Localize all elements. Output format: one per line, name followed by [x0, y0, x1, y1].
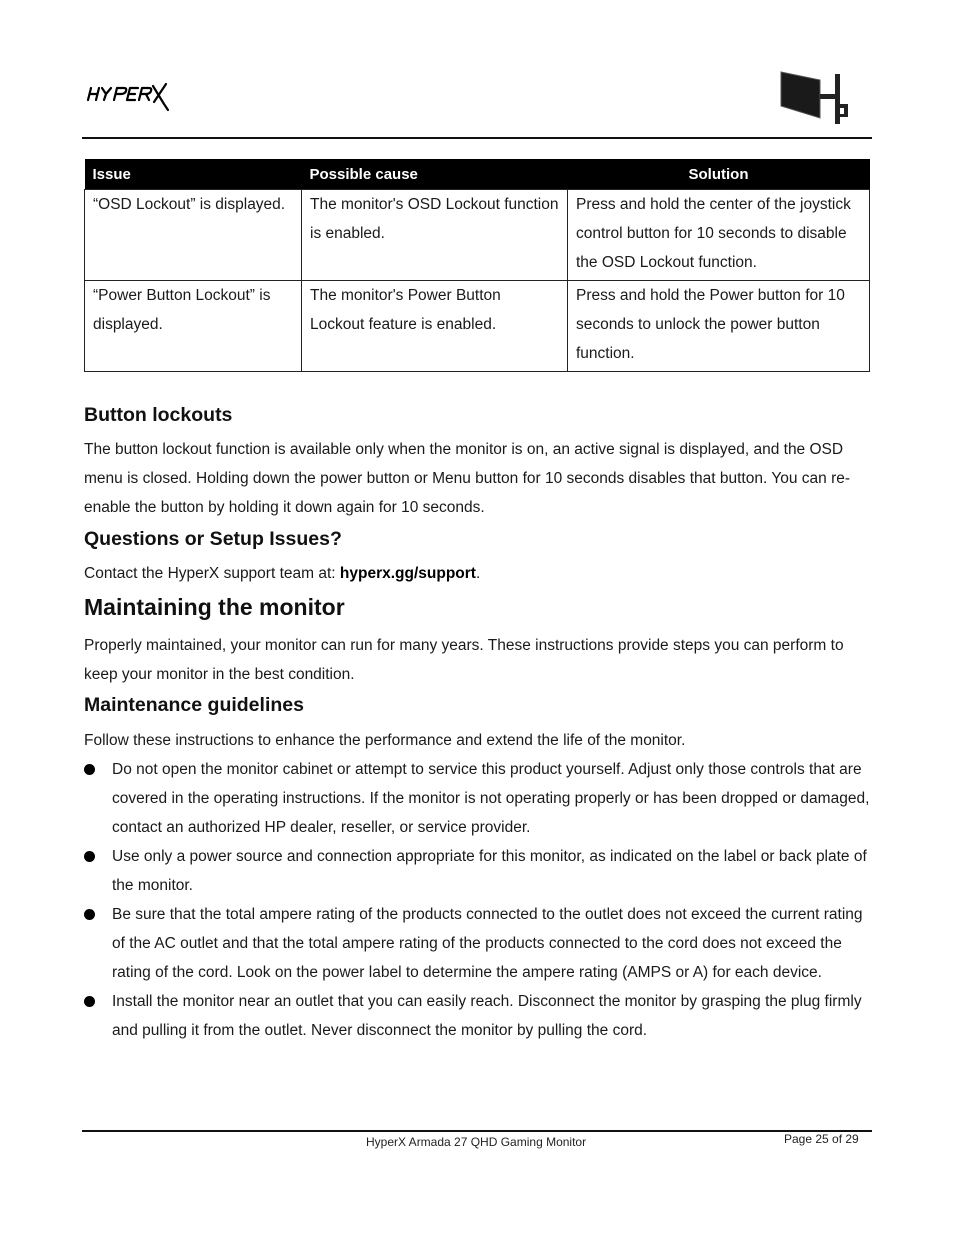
guidelines-list: [84, 755, 874, 1045]
table-cell: The monitor's Power Button Lockout feature is enabled.: [302, 281, 568, 372]
header-rule: [82, 137, 872, 139]
maintaining-paragraph: Properly maintained, your monitor can run for many years. These instructions provide steps you can perform to keep your monitor in the best condition.: [84, 637, 844, 683]
table-cell: “OSD Lockout” is displayed.: [85, 190, 302, 281]
list-item: [84, 755, 874, 842]
button-lockouts-paragraph: The button lockout function is available only when the monitor is on, an active signal is displayed, and the OSD menu is closed. Holding down the power button or Menu button for 10 seconds disables that button. You can re-enable the button by holding it down again for 10 seconds.: [84, 441, 851, 516]
column-header-solution: Solution: [568, 159, 870, 190]
footer-document-title: HyperX Armada 27 QHD Gaming Monitor: [366, 1135, 587, 1149]
table-cell: “Power Button Lockout” is displayed.: [85, 281, 302, 372]
column-header-cause: Possible cause: [302, 159, 568, 190]
footer-rule: [82, 1130, 872, 1132]
maintaining-heading: Maintaining the monitor: [84, 594, 345, 620]
support-link[interactable]: hyperx.gg/support: [339, 565, 476, 582]
table-cell: Press and hold the Power button for 10 seconds to unlock the power button function.: [568, 281, 870, 372]
list-item-text: Be sure that the total ampere rating of the products connected to the outlet does not exceed the current rating of the AC outlet and that the total ampere rating of the products connected to the cord does not exceed the rating of the cord. Look on the power label to determine the ampere rating (AMPS or A) for each device.: [112, 906, 863, 981]
table-header-row: [85, 159, 870, 190]
list-item-text: Install the monitor near an outlet that you can easily reach. Disconnect the monitor by grasping the plug firmly and pulling it from the outlet. Never disconnect the monitor by pulling the cord.: [112, 993, 862, 1039]
list-item: [84, 842, 874, 900]
column-header-issue: Issue: [85, 159, 302, 190]
support-contact-suffix: .: [475, 565, 481, 582]
list-item: [84, 987, 874, 1045]
guidelines-intro: Follow these instructions to enhance the performance and extend the life of the monitor.: [84, 732, 686, 749]
support-contact-paragraph: [84, 559, 874, 588]
questions-heading: Questions or Setup Issues?: [84, 528, 342, 550]
list-item-text: Do not open the monitor cabinet or attempt to service this product yourself. Adjust only those controls that are covered in the operating instructions. If the monitor is not operating properly or has been dropped or damaged, contact an authorized HP dealer, reseller, or service provider.: [112, 761, 870, 836]
list-item-text: Use only a power source and connection appropriate for this monitor, as indicated on the label or back plate of the monitor.: [112, 848, 867, 894]
list-item: [84, 900, 874, 987]
footer-page-number: Page 25 of 29: [784, 1132, 859, 1146]
troubleshooting-table: [84, 159, 870, 372]
maintenance-guidelines-heading: Maintenance guidelines: [84, 694, 304, 716]
support-contact-text: Contact the HyperX support team at:: [84, 565, 340, 582]
bullet-icon: [84, 764, 95, 775]
table-cell: Press and hold the center of the joystick control button for 10 seconds to disable the OSD Lockout function.: [568, 190, 870, 281]
bullet-icon: [84, 996, 95, 1007]
table-cell: The monitor's OSD Lockout function is enabled.: [302, 190, 568, 281]
monitor-arm-icon: [778, 70, 858, 126]
hyperx-logo: [84, 80, 184, 114]
table-row: [85, 190, 870, 281]
table-row: [85, 281, 870, 372]
button-lockouts-heading: Button lockouts: [84, 404, 233, 426]
bullet-icon: [84, 909, 95, 920]
bullet-icon: [84, 851, 95, 862]
